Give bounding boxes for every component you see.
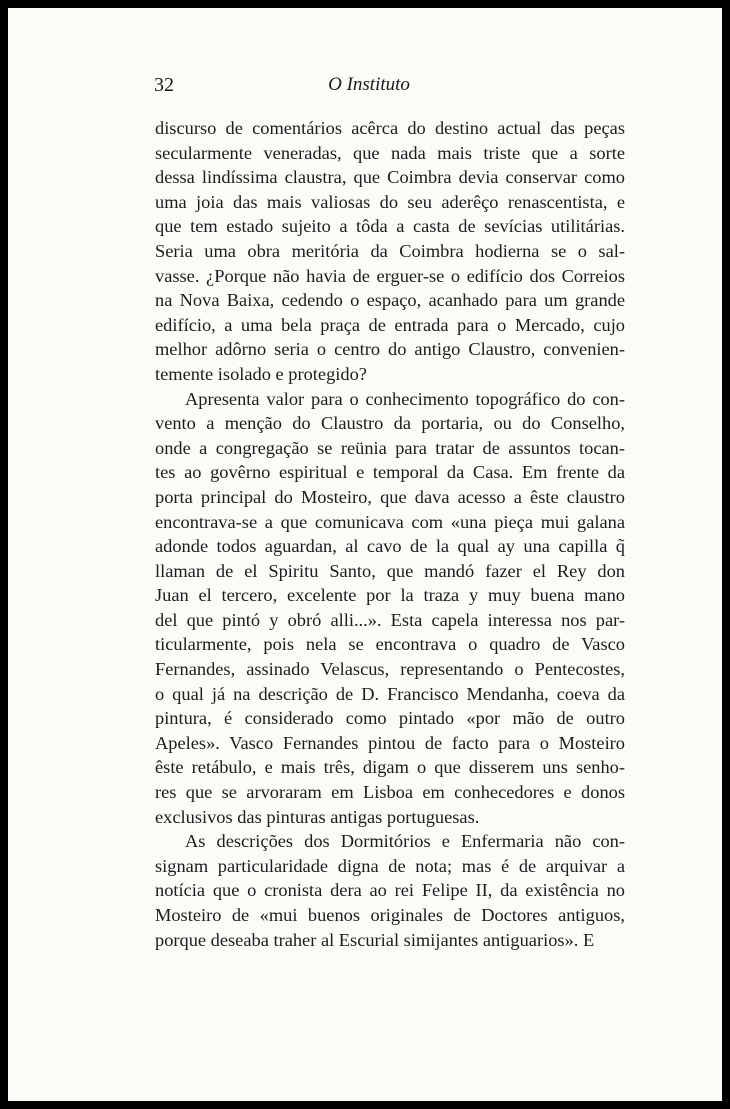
text-line: pintura, é considerado como pintado «por mão de outro [155,708,625,729]
text-line: Mosteiro de «mui buenos originales de Doctores antiguos, [155,905,625,925]
text-line: vento a menção do Claustro da portaria, ou do Conselho, [155,413,625,434]
text-line: llaman de el Spiritu Santo, que mandó fazer el Rey don [155,560,625,581]
page-header [154,74,584,102]
text-line: porque deseaba traher al Escurial simijantes antiguarios». E [155,929,595,950]
text-line: encontrava-se a que comunicava com «una pieça mui galana [155,511,625,532]
text-line: As descrições dos Dormitórios e Enfermaria não con- [185,831,625,852]
text-line: adonde todos aguardan, al cavo de la qual ay una capilla q̃ [155,536,625,557]
text-line: êste retábulo, e mais três, digam o que disserem uns senho- [155,757,625,778]
text-line: exclusivos das pinturas antigas portuguesas. [155,806,480,827]
text-line: Apresenta valor para o conhecimento topográfico do con- [185,388,625,409]
book-page [8,8,722,1101]
text-line: notícia que o cronista dera ao rei Felipe II, da existência no [155,880,625,901]
text-line: tes ao govêrno espiritual e temporal da Casa. Em frente da [155,462,625,483]
text-line: Juan el tercero, excelente por la traza y muy buena mano [155,585,625,606]
text-line: uma joia das mais valiosas do seu aderêço renascentista, e [155,191,625,212]
text-line: edifício, a uma bela praça de entrada para o Mercado, cujo [155,314,625,335]
body-text [155,116,625,952]
text-line: temente isolado e protegido? [155,363,367,384]
text-line: ticularmente, pois nela se encontrava o quadro de Vasco [155,634,625,655]
text-line: Fernandes, assinado Velascus, representando o Pentecostes, [155,659,625,680]
text-line: signam particularidade digna de nota; mas é de arquivar a [155,855,625,876]
text-line: del que pintó y obró alli...». Esta capela interessa nos par- [155,609,625,630]
text-line: melhor adôrno seria o centro do antigo Claustro, convenien- [155,339,625,360]
paragraph-1 [155,116,625,387]
text-line: Apeles». Vasco Fernandes pintou de facto para o Mosteiro [155,732,625,753]
paragraph-3 [155,829,625,952]
text-line: dessa lindíssima claustra, que Coimbra devia conservar como [155,167,625,188]
page-number: 32 [154,74,174,96]
text-line: porta principal do Mosteiro, que dava acesso a êste claustro [155,486,625,507]
text-line: onde a congregação se reünia para tratar de assuntos tocan- [155,437,625,458]
text-line: res que se arvoraram em Lisboa em conhecedores e donos [155,782,625,803]
text-line: na Nova Baixa, cedendo o espaço, acanhado para um grande [155,290,625,311]
text-line: vasse. ¿Porque não havia de erguer-se o edifício dos Correios [155,265,625,286]
text-line: que tem estado sujeito a tôda a casta de sevícias utilitárias. [155,216,625,237]
text-line: secularmente veneradas, que nada mais triste que a sorte [155,142,625,163]
text-line: discurso de comentários acêrca do destino actual das peças [155,118,625,138]
paragraph-2 [155,387,625,830]
text-line: Seria uma obra meritória da Coimbra hodierna se o sal- [155,240,625,261]
text-line: o qual já na descrição de D. Francisco Mendanha, coeva da [155,683,625,704]
running-title: O Instituto [328,74,410,95]
